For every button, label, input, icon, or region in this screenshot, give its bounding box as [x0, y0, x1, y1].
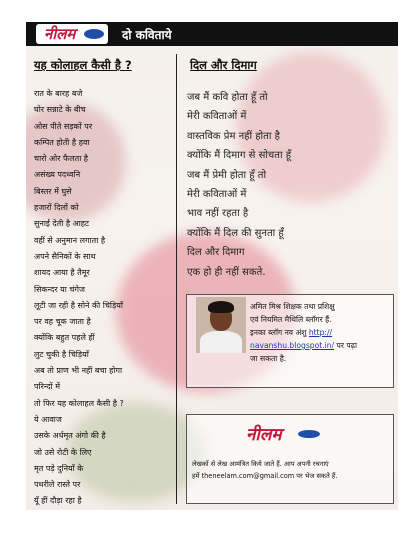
poem-line: क्योंकि बहुत पहले हीं — [34, 333, 95, 343]
poem-line: शायद आया है तैमूर — [34, 268, 90, 278]
poem-line: वहीं से अनुमान लगाता है — [34, 235, 106, 245]
poem-line: दिल और दिमाग — [187, 247, 245, 259]
author-bio-line: जा सकता है. — [250, 354, 287, 363]
poem-line: परिन्दों में — [34, 382, 61, 392]
photo-shirt — [200, 331, 242, 353]
poem-line: पथरीले रास्ते पर — [34, 480, 81, 490]
poem-line: क्योंकि मैं दिमाग से सोचता हूँ — [187, 150, 292, 162]
contact-logo[interactable] — [242, 422, 322, 444]
author-bio-line: अमित मिश्र शिक्षक तथा प्रशिक्षु — [250, 302, 335, 311]
poem-line: तो फिर यह कोलाहल कैसी है ? — [34, 398, 124, 408]
poem-line: एक हो ही नहीं सकते. — [187, 266, 266, 278]
author-photo — [196, 297, 246, 353]
poem-line: जब मैं कवि होता हूँ तो — [187, 92, 268, 103]
poem-left-title: यह कोलाहल कैसी है ? — [34, 58, 132, 72]
poem-line: चारो ओर फैलता है — [34, 154, 89, 164]
author-bio-line: इनका ब्लॉग नव अंशु — [250, 328, 307, 337]
poem-line: वास्तविक प्रेम नहीं होता है — [187, 130, 280, 142]
author-bio — [250, 300, 390, 365]
logo-text: नीलम — [44, 25, 76, 43]
poem-line: ये आवाज — [34, 414, 62, 424]
page-title: दो कविताये — [122, 28, 172, 42]
poem-line: सिकन्दर या चंगेज — [34, 284, 85, 294]
photo-hair — [208, 301, 234, 313]
poem-line: लूटी जा रही है सोने की चिड़ियाँ — [34, 300, 123, 310]
poem-line: जब मैं प्रेमी होता हूँ तो — [187, 169, 267, 181]
contact-line: हमें theneelam.com@gmail.com पर भेज सकते हैं. — [192, 472, 338, 480]
logo-swoosh-icon — [84, 29, 104, 39]
poem-line: घोर सन्नाटे के बीच — [34, 105, 86, 115]
poem-right-body — [187, 88, 392, 282]
poem-line: भाव नहीं रहता है — [187, 208, 249, 220]
poem-line: मेरी कविताओं में — [187, 189, 247, 201]
poem-line: लुट चुकी है चिड़ियाँ — [34, 349, 89, 359]
poem-line: मृत पड़े दुनियाँ के — [34, 463, 84, 473]
poem-line: जो उसे रोटी के लिए — [34, 447, 92, 457]
contact-text — [192, 458, 388, 482]
blog-link[interactable]: navanshu.blogspot.in/ — [250, 341, 335, 350]
poem-line: मेरी कविताओं में — [187, 111, 247, 123]
poem-left-body — [34, 86, 174, 510]
poem-line: कम्पित होती है हवा — [34, 137, 90, 147]
poem-line: बिस्तर में घुसे — [34, 186, 72, 196]
column-divider — [176, 54, 177, 504]
author-bio-line: पर पढ़ा — [334, 341, 357, 350]
poem-line: रात के बारह बजे — [34, 89, 83, 98]
poem-right-title: दिल और दिमाग — [190, 58, 257, 72]
poem-line: उसके अर्धमृत अंगो की है — [34, 431, 106, 441]
site-logo[interactable] — [36, 24, 108, 44]
poem-line: ओस पीते सड़कों पर — [34, 121, 93, 131]
poem-line: क्योंकि मैं दिल की सुनता हूँ — [187, 227, 284, 239]
poem-line: यूँ हीं दौड़ा रहा है — [34, 496, 82, 506]
poem-line: पर वह चूक जाता है — [34, 317, 91, 327]
poem-line: अपने सैनिकों के साथ — [34, 251, 96, 261]
contact-line: लेखकों से लेख आमंत्रित किये जाते हैं. आप अपनी रचनाएं — [192, 460, 329, 468]
contact-logo-text: नीलम — [246, 425, 282, 445]
poem-line: हजारों दिलों को — [34, 203, 79, 213]
logo-swoosh-icon — [298, 430, 320, 438]
poem-line: सुनाई देती है आहट — [34, 219, 90, 229]
author-bio-line: एवं नियमित मैथिलि ब्लॉगर हैं. — [250, 315, 332, 324]
poem-line: असंख्य पदध्वनि — [34, 170, 81, 180]
blog-link[interactable]: http:// — [308, 328, 333, 337]
poem-line: अब तो प्राण भी नहीं बचा होगा — [34, 366, 123, 376]
